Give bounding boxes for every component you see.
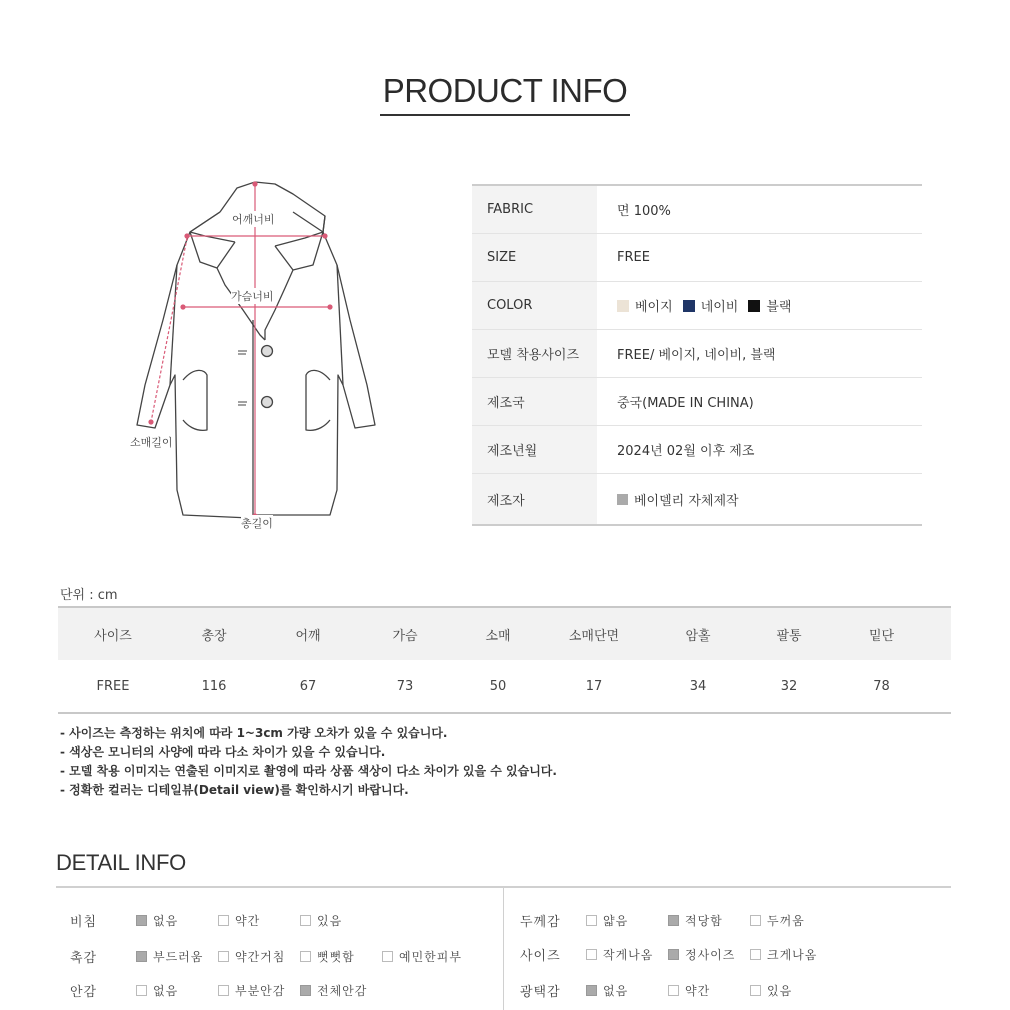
option	[586, 982, 668, 999]
option-label: 얇음	[603, 913, 629, 928]
checkbox-checked-icon	[300, 985, 311, 996]
option-label: 없음	[153, 983, 179, 998]
detail-label: 두께감	[520, 914, 561, 930]
option	[668, 946, 750, 963]
checkbox-icon	[218, 915, 229, 926]
option-label: 크게나옴	[767, 947, 818, 962]
info-value: 중국(MADE IN CHINA)	[617, 396, 754, 411]
checkbox-icon	[218, 951, 229, 962]
info-row-maker	[472, 474, 922, 524]
column-header: 가슴	[392, 628, 418, 644]
detail-label: 비침	[70, 914, 98, 930]
checkbox-icon	[382, 951, 393, 962]
column-header: 밑단	[868, 628, 895, 644]
info-value: FREE/ 베이지, 네이비, 블랙	[617, 348, 776, 363]
detail-row-thickness	[506, 910, 832, 930]
info-row-date	[472, 426, 922, 474]
checkbox-checked-icon	[136, 951, 147, 962]
info-row-color	[472, 282, 922, 330]
checkbox-icon	[218, 985, 229, 996]
unit-label: 단위 : cm	[60, 588, 118, 603]
option-label: 뻣뻣함	[317, 949, 355, 964]
table-cell: FREE	[96, 678, 130, 694]
info-key: 제조년월	[472, 426, 597, 473]
info-row-fabric	[472, 186, 922, 234]
option-label: 없음	[603, 983, 629, 998]
checkbox-icon	[586, 915, 597, 926]
product-info-table	[472, 184, 922, 526]
checkbox-icon	[668, 985, 679, 996]
detail-label: 광택감	[520, 984, 561, 1000]
size-table	[58, 606, 951, 714]
checkbox-icon	[300, 915, 311, 926]
option	[136, 948, 218, 965]
option-label: 전체안감	[317, 983, 368, 998]
info-value: 면 100%	[617, 204, 671, 219]
option-label: 약간거침	[235, 949, 286, 964]
table-cell: 78	[873, 678, 890, 694]
column-header: 팔통	[776, 628, 802, 644]
option-label: 약간	[685, 983, 711, 998]
note-line: - 정확한 컬러는 디테일뷰(Detail view)를 확인하시기 바랍니다.	[60, 783, 409, 797]
detail-info-title: DETAIL INFO	[56, 850, 186, 875]
chest-width-label: 가슴너비	[231, 290, 274, 303]
page-title: PRODUCT INFO	[380, 72, 631, 116]
column-header: 어깨	[295, 628, 321, 644]
detail-label: 사이즈	[520, 948, 561, 964]
option	[136, 982, 218, 999]
page-title-wrap	[0, 72, 1010, 116]
color-swatch-beige	[617, 300, 629, 312]
column-header: 소매단면	[568, 628, 620, 644]
checkbox-checked-icon	[668, 915, 679, 926]
maker-value-wrap	[597, 474, 922, 524]
total-length-label: 총길이	[241, 517, 273, 530]
info-key: 제조자	[472, 474, 597, 524]
info-value: 2024년 02월 이후 제조	[617, 444, 755, 459]
checkbox-checked-icon	[136, 915, 147, 926]
option-label: 없음	[153, 913, 179, 928]
option-label: 있음	[317, 913, 343, 928]
option	[586, 946, 668, 963]
option	[218, 912, 300, 929]
info-key: SIZE	[472, 234, 597, 281]
detail-row-lining	[56, 980, 382, 1000]
checkbox-icon	[300, 951, 311, 962]
option	[668, 982, 750, 999]
option	[218, 948, 300, 965]
option	[586, 912, 668, 929]
info-key: FABRIC	[472, 186, 597, 233]
color-name: 네이비	[700, 300, 739, 315]
option-label: 부분안감	[235, 983, 286, 998]
checkbox-icon	[586, 949, 597, 960]
note-line: - 사이즈는 측정하는 위치에 따라 1~3cm 가량 오차가 있을 수 있습니다.	[60, 726, 448, 740]
option-label: 부드러움	[153, 949, 204, 964]
checkbox-checked-icon	[668, 949, 679, 960]
color-swatch-black	[748, 300, 760, 312]
option	[750, 946, 832, 963]
info-key: 모델 착용사이즈	[472, 330, 597, 377]
detail-row-gloss	[506, 980, 832, 1000]
column-header: 소매	[485, 628, 511, 644]
option	[300, 912, 382, 929]
size-table-header	[58, 608, 951, 660]
detail-label: 안감	[70, 984, 98, 1000]
detail-row-sheer	[56, 910, 382, 930]
option-label: 적당함	[685, 913, 723, 928]
option	[300, 948, 382, 965]
table-cell: 17	[585, 678, 603, 694]
info-row-size	[472, 234, 922, 282]
info-key: 제조국	[472, 378, 597, 425]
option	[750, 912, 832, 929]
option-label: 두꺼움	[767, 913, 805, 928]
color-name: 블랙	[766, 300, 792, 315]
size-notes	[60, 724, 557, 800]
table-row	[58, 660, 951, 712]
table-cell: 32	[780, 678, 798, 694]
info-row-origin	[472, 378, 922, 426]
table-cell: 67	[299, 678, 317, 694]
option	[136, 912, 218, 929]
option-label: 작게나옴	[603, 947, 654, 962]
checkbox-icon	[750, 949, 761, 960]
column-header: 암홀	[685, 628, 711, 644]
column-header: 총장	[201, 628, 227, 644]
info-row-model-size	[472, 330, 922, 378]
table-cell: 73	[396, 678, 414, 694]
option	[668, 912, 750, 929]
option	[750, 982, 832, 999]
detail-column-divider	[503, 888, 504, 1010]
option-label: 정사이즈	[685, 947, 736, 962]
sleeve-length-label: 소매길이	[130, 436, 173, 449]
checkbox-checked-icon	[586, 985, 597, 996]
color-swatch-navy	[683, 300, 695, 312]
option-label: 있음	[767, 983, 793, 998]
info-key: COLOR	[472, 282, 597, 329]
checkbox-icon	[750, 915, 761, 926]
checkbox-icon	[750, 985, 761, 996]
coat-diagram	[125, 170, 395, 540]
detail-row-touch	[56, 946, 482, 966]
table-cell: 116	[201, 678, 227, 694]
table-cell: 34	[689, 678, 707, 694]
detail-row-fit	[506, 944, 832, 964]
column-header: 사이즈	[94, 628, 132, 644]
option	[300, 982, 382, 999]
info-value: FREE	[617, 250, 650, 265]
option-label: 예민한피부	[399, 949, 462, 964]
maker-square-icon	[617, 494, 628, 505]
note-line: - 모델 착용 이미지는 연출된 이미지로 촬영에 따라 상품 색상이 다소 차이가 있을 수 있습니다.	[60, 764, 557, 778]
shoulder-width-label: 어깨너비	[232, 213, 275, 226]
color-list	[597, 282, 922, 329]
checkbox-icon	[136, 985, 147, 996]
option	[382, 948, 482, 965]
note-line: - 색상은 모니터의 사양에 따라 다소 차이가 있을 수 있습니다.	[60, 745, 386, 759]
option	[218, 982, 300, 999]
table-cell: 50	[489, 678, 507, 694]
detail-label: 촉감	[70, 950, 98, 966]
color-name: 베이지	[635, 300, 673, 315]
option-label: 약간	[235, 913, 261, 928]
info-value: 베이델리 자체제작	[634, 493, 739, 509]
